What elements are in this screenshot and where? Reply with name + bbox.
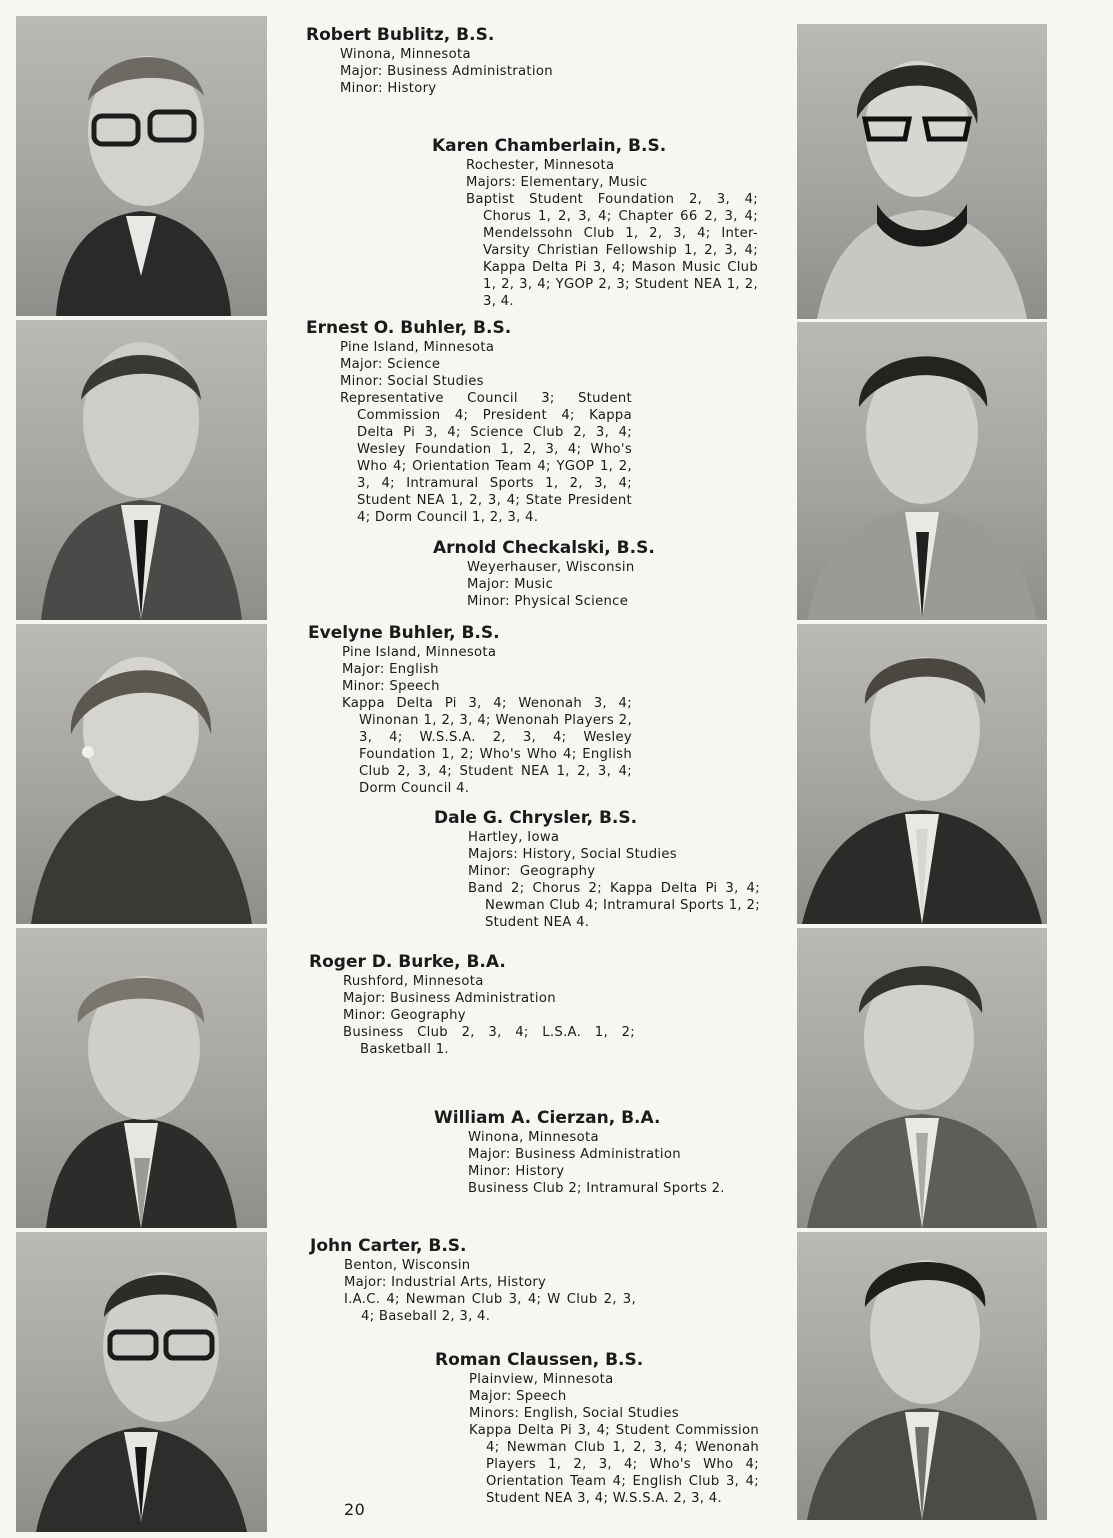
student-activities: Band 2; Chorus 2; Kappa Delta Pi 3, 4; Newman Club 4; Intramural Sports 1, 2; Student NEA 4. (468, 881, 760, 930)
student-activities: Representative Council 3; Student Commission 4; President 4; Kappa Delta Pi 3, 4; Science Club 2, 3, 4; Wesley Foundation 1, 2, 3, 4; Who's Who 4; Orientation Team 4; YGOP 1, 2, 3, 4; Intramural Sports 1, 2, 3, 4; Student NEA 1, 2, 3, 4; State President 4; Dorm Council 1, 2, 3, 4. (340, 391, 632, 525)
portrait-photo-ernest-buhler (16, 320, 267, 620)
student-entry-karen-chamberlain (432, 135, 758, 310)
portrait-photo-dale-chrysler (797, 624, 1047, 924)
student-hometown: Winona, Minnesota (340, 47, 471, 62)
student-entry-ernest-buhler (306, 317, 632, 526)
portrait-photo-robert-bublitz (16, 16, 267, 316)
student-name: Evelyne Buhler, B.S. (308, 623, 500, 643)
portrait-photo-william-cierzan (797, 928, 1047, 1228)
student-major: Major: Business Administration (468, 1147, 681, 1162)
student-minor: Minor: Geography (468, 864, 596, 879)
student-name: Arnold Checkalski, B.S. (433, 538, 655, 558)
student-minors: Minors: English, Social Studies (469, 1406, 679, 1421)
student-majors: Majors: History, Social Studies (468, 847, 677, 862)
student-name: Roman Claussen, B.S. (435, 1350, 644, 1370)
student-hometown: Plainview, Minnesota (469, 1372, 614, 1387)
student-entry-william-cierzan (434, 1107, 768, 1197)
student-entry-robert-bublitz (306, 24, 640, 97)
student-name: Robert Bublitz, B.S. (306, 25, 495, 45)
student-hometown: Benton, Wisconsin (344, 1258, 471, 1273)
portrait-photo-roger-burke (16, 928, 267, 1228)
student-minor: Minor: Physical Science (467, 594, 629, 609)
student-name: Karen Chamberlain, B.S. (432, 136, 667, 156)
student-hometown: Weyerhauser, Wisconsin (467, 560, 635, 575)
student-major: Major: Business Administration (343, 991, 556, 1006)
student-name: Roger D. Burke, B.A. (309, 952, 506, 972)
student-activities: Kappa Delta Pi 3, 4; Student Commission 4; Newman Club 1, 2, 3, 4; Wenonah Players 1, 2, 3, 4; Who's Who 4; Orientation Team 4; English Club 3, 4; Student NEA 3, 4; W.S.S.A. 2, 3, 4. (469, 1423, 759, 1506)
student-hometown: Pine Island, Minnesota (340, 340, 495, 355)
student-activities: I.A.C. 4; Newman Club 3, 4; W Club 2, 3, 4; Baseball 2, 3, 4. (344, 1292, 636, 1324)
student-majors: Majors: Elementary, Music (466, 175, 648, 190)
portrait-photo-roman-claussen (797, 1232, 1047, 1520)
student-major: Major: Business Administration (340, 64, 553, 79)
portrait-photo-evelyne-buhler (16, 624, 267, 924)
student-entry-roman-claussen (435, 1349, 759, 1507)
student-major: Major: Music (467, 577, 554, 592)
student-hometown: Rushford, Minnesota (343, 974, 484, 989)
student-name: Dale G. Chrysler, B.S. (434, 808, 638, 828)
student-major: Major: English (342, 662, 439, 677)
student-hometown: Rochester, Minnesota (466, 158, 615, 173)
page-number: 20 (344, 1500, 366, 1519)
student-entry-arnold-checkalski (433, 537, 757, 610)
student-hometown: Pine Island, Minnesota (342, 645, 497, 660)
student-name: John Carter, B.S. (310, 1236, 467, 1256)
student-major: Major: Speech (469, 1389, 567, 1404)
student-name: Ernest O. Buhler, B.S. (306, 318, 512, 338)
student-minor: Minor: History (340, 81, 437, 96)
student-minor: Minor: History (468, 1164, 565, 1179)
student-entry-evelyne-buhler (308, 622, 632, 797)
student-hometown: Winona, Minnesota (468, 1130, 599, 1145)
student-activities: Business Club 2; Intramural Sports 2. (468, 1181, 725, 1196)
student-minor: Minor: Social Studies (340, 374, 484, 389)
student-activities: Kappa Delta Pi 3, 4; Wenonah 3, 4; Winonan 1, 2, 3, 4; Wenonah Players 2, 3, 4; W.S.S.A. 2, 3, 4; Wesley Foundation 1, 2; Who's Who 4; English Club 2, 3, 4; Student NEA 1, 2, 3, 4; Dorm Council 4. (342, 696, 632, 796)
student-entry-dale-chrysler (434, 807, 760, 931)
student-hometown: Hartley, Iowa (468, 830, 560, 845)
portrait-photo-john-carter (16, 1232, 267, 1532)
portrait-photo-karen-chamberlain (797, 24, 1047, 319)
student-activities: Baptist Student Foundation 2, 3, 4; Chorus 1, 2, 3, 4; Chapter 66 2, 3, 4; Mendelssohn Club 1, 2, 3, 4; Inter-Varsity Christian Fellowship 1, 2, 3, 4; Kappa Delta Pi 3, 4; Mason Music Club 1, 2, 3, 4; YGOP 2, 3; Student NEA 1, 2, 3, 4. (466, 192, 758, 309)
student-activities: Business Club 2, 3, 4; L.S.A. 1, 2; Basketball 1. (343, 1025, 635, 1057)
student-major: Major: Industrial Arts, History (344, 1275, 547, 1290)
student-entry-john-carter (310, 1235, 636, 1325)
student-minor: Minor: Geography (343, 1008, 466, 1023)
student-minor: Minor: Speech (342, 679, 440, 694)
student-major: Major: Science (340, 357, 441, 372)
student-entry-roger-burke (309, 951, 635, 1058)
portrait-photo-arnold-checkalski (797, 322, 1047, 620)
student-name: William A. Cierzan, B.A. (434, 1108, 661, 1128)
